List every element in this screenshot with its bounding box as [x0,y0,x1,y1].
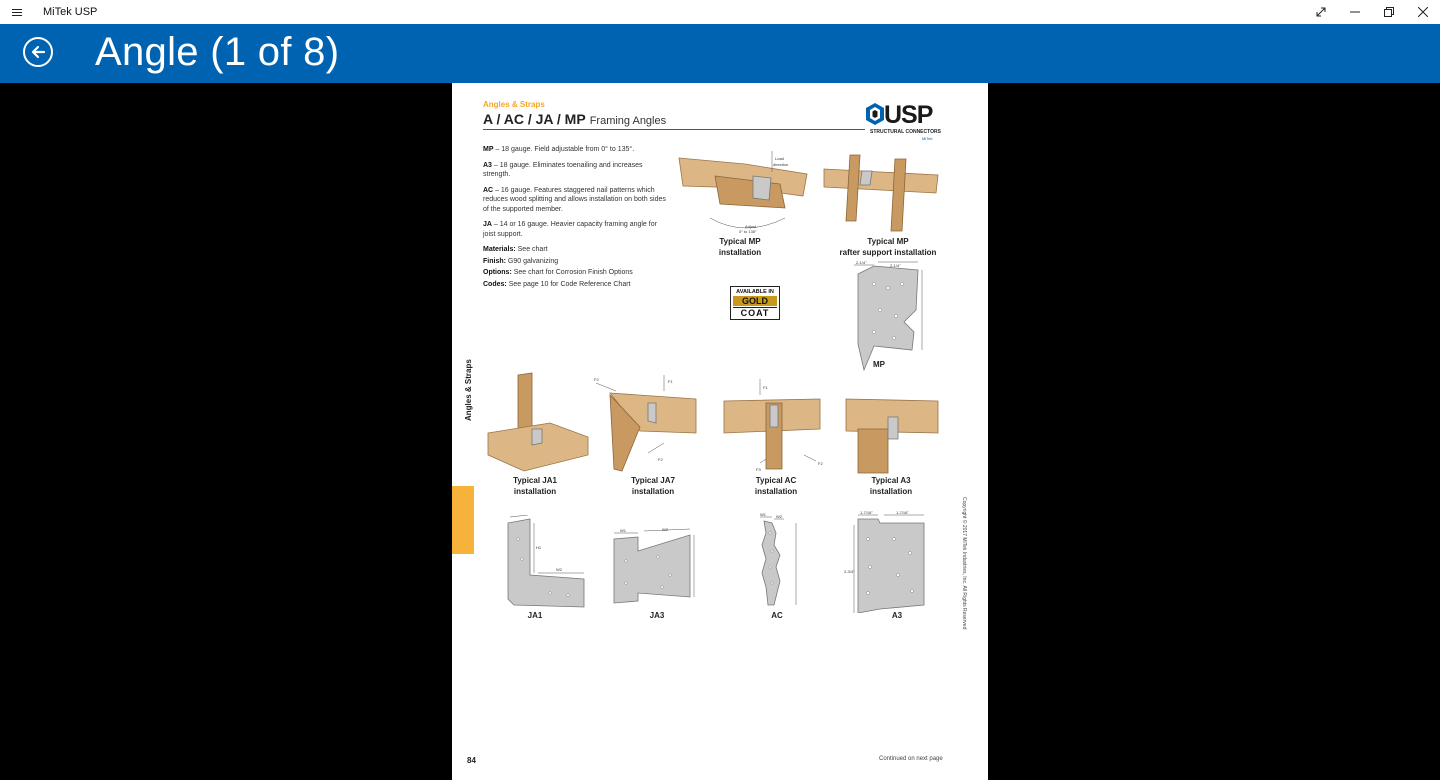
minimize-icon[interactable] [1338,0,1372,24]
svg-text:W2: W2 [662,527,668,532]
svg-text:W1: W1 [620,528,626,533]
copyright-text: Copyright © 2017 MiTek Industries, Inc. All Rights Reserved [961,497,967,630]
a3-product-illustration [844,509,934,613]
mp-installation-illustration [675,146,810,236]
svg-text:W2: W2 [776,514,782,519]
caption-mp: MP [873,360,885,369]
close-icon[interactable] [1406,0,1440,24]
svg-text:F2: F2 [658,457,663,462]
spec-materials: Materials: See chart [483,246,548,253]
caption-a3-install: Typical A3 installation [869,476,913,496]
svg-text:0° to 135°: 0° to 135° [739,229,757,234]
spec-finish: Finish: G90 galvanizing [483,257,559,265]
svg-text:F1: F1 [763,385,768,390]
mp-product-illustration [844,260,928,372]
svg-text:F2: F2 [594,377,599,382]
ac-product-illustration [752,511,804,607]
desc-ac: AC – 16 gauge. Features staggered nail patterns which reduces wood splitting and allows installation on both sides of the supported member. [483,186,666,213]
svg-text:Load: Load [775,156,784,161]
svg-text:F2: F2 [818,461,823,466]
product-codes: A / AC / JA / MP [483,111,586,127]
svg-text:1-7/16": 1-7/16" [896,510,909,515]
logo-subtitle: STRUCTURAL CONNECTORS [870,129,941,135]
gold-coat-badge: AVAILABLE IN GOLD COAT [730,286,780,320]
window-controls [1304,0,1440,24]
svg-text:2-1/4": 2-1/4" [856,260,867,265]
caption-ja1-install: Typical JA1 installation [513,476,557,496]
caption-ja1: JA1 [527,611,543,620]
product-descriptions [483,145,668,291]
continued-note: Continued on next page [879,756,943,762]
hamburger-icon[interactable] [0,0,34,24]
svg-text:2-1/4": 2-1/4" [890,263,901,268]
mp-rafter-illustration [820,151,942,236]
svg-text:direction: direction [773,162,789,167]
svg-text:W1: W1 [760,512,766,517]
svg-text:H1: H1 [536,545,542,550]
app-title: MiTek USP [43,6,98,18]
logo-brand: MiTek [922,136,933,141]
page-title: Angle (1 of 8) [95,30,340,74]
desc-ja: JA – 14 or 16 gauge. Heavier capacity framing angle for joist support. [483,221,657,238]
caption-ac: AC [771,611,783,620]
caption-ja7-install: Typical JA7 installation [631,476,675,496]
spec-codes: Codes: See page 10 for Code Reference Chart [483,280,631,288]
svg-text:F3: F3 [756,467,761,472]
side-tab-marker [452,486,474,554]
svg-text:F1: F1 [668,379,673,384]
desc-mp: MP – 18 gauge. Field adjustable from 0° to 135°. [483,146,635,153]
ja3-product-illustration [608,527,698,607]
svg-text:Adjust: Adjust [745,224,757,229]
page-number: 84 [467,756,476,765]
caption-mp-install: Typical MP installation [718,237,762,257]
side-tab-label: Angles & Straps [464,359,473,421]
document-viewer[interactable] [0,83,1440,780]
svg-text:W2: W2 [556,567,562,572]
usp-logo [864,101,944,141]
section-kicker: Angles & Straps [483,100,545,109]
catalog-page [452,83,988,780]
a3-installation-illustration [842,393,942,475]
caption-mp-rafter: Typical MP rafter support installation [839,237,937,257]
restore-icon[interactable] [1372,0,1406,24]
svg-text:1-7/16": 1-7/16" [860,510,873,515]
svg-text:2-3/4": 2-3/4" [844,569,855,574]
caption-a3: A3 [891,611,903,620]
fullscreen-icon[interactable] [1304,0,1338,24]
title-bar [0,0,1440,24]
desc-a3: A3 – 18 gauge. Eliminates toenailing and increases strength. [483,161,643,178]
back-arrow-icon[interactable] [23,37,53,67]
logo-text: USP [884,101,933,129]
spec-options: Options: See chart for Corrosion Finish Options [483,269,633,276]
caption-ja3: JA3 [649,611,665,620]
ja1-product-illustration [500,515,592,611]
ja1-installation-illustration [484,371,592,475]
page-header [0,24,1440,83]
product-subtitle: Framing Angles [589,115,667,127]
ja7-installation-illustration [592,371,702,475]
product-title [483,111,666,127]
ac-installation-illustration [720,375,828,475]
title-divider [483,129,865,130]
caption-ac-install: Typical AC installation [754,476,798,496]
